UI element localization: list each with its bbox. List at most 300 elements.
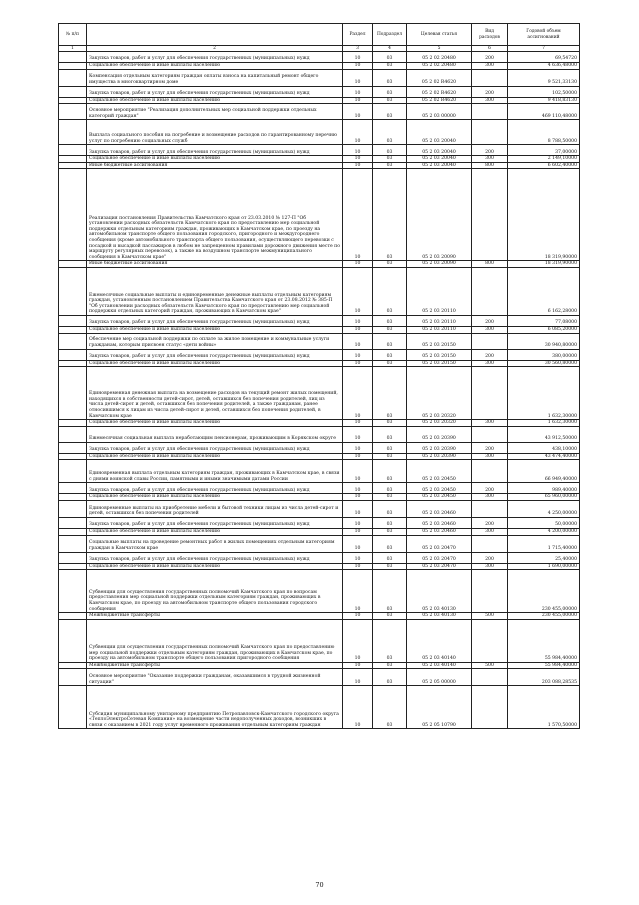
row-razdel-cell: 10 bbox=[343, 97, 373, 104]
row-vr-cell bbox=[472, 619, 508, 662]
table-row bbox=[59, 563, 580, 570]
table-row bbox=[59, 460, 580, 483]
row-razdel-cell: 10 bbox=[343, 145, 373, 156]
row-csr-cell: 05 2 03 20090 bbox=[407, 261, 472, 268]
row-csr-cell: 05 2 03 20040 bbox=[407, 120, 472, 145]
row-razdel-cell: 10 bbox=[343, 669, 373, 686]
row-name-cell: Социальное обеспечение и иные выплаты населению bbox=[87, 453, 343, 460]
row-razdel-cell: 10 bbox=[343, 420, 373, 427]
row-razdel-cell: 10 bbox=[343, 570, 373, 613]
index-cell: 5 bbox=[407, 46, 472, 52]
header-num: № п/п bbox=[59, 24, 87, 46]
row-podrazdel-cell: 03 bbox=[373, 326, 407, 333]
table-row bbox=[59, 494, 580, 501]
row-csr-cell: 05 2 02 20480 bbox=[407, 52, 472, 63]
table-row bbox=[59, 104, 580, 120]
row-sum-cell: 55 984,40000 bbox=[508, 619, 580, 662]
row-razdel-cell: 10 bbox=[343, 63, 373, 70]
row-csr-cell: 05 2 03 20460 bbox=[407, 500, 472, 517]
row-podrazdel-cell: 03 bbox=[373, 97, 407, 104]
budget-table bbox=[58, 23, 580, 729]
table-row bbox=[59, 326, 580, 333]
row-csr-cell: 05 2 03 20450 bbox=[407, 460, 472, 483]
row-vr-cell bbox=[472, 535, 508, 552]
row-csr-cell: 05 2 03 20470 bbox=[407, 563, 472, 570]
row-num-cell bbox=[59, 261, 87, 268]
row-csr-cell: 05 2 03 20040 bbox=[407, 145, 472, 156]
row-name-cell: Социальное обеспечение и иные выплаты населению bbox=[87, 360, 343, 367]
index-cell: 1 bbox=[59, 46, 87, 52]
row-num-cell bbox=[59, 494, 87, 501]
row-sum-cell: 230 455,00000 bbox=[508, 613, 580, 620]
row-csr-cell: 05 2 03 20450 bbox=[407, 483, 472, 494]
row-podrazdel-cell: 03 bbox=[373, 360, 407, 367]
row-podrazdel-cell: 03 bbox=[373, 349, 407, 360]
row-csr-cell: 05 2 03 20450 bbox=[407, 494, 472, 501]
row-sum-cell: 30 560,80000 bbox=[508, 360, 580, 367]
row-sum-cell: 66 949,40000 bbox=[508, 460, 580, 483]
row-vr-cell: 200 bbox=[472, 315, 508, 326]
row-name-cell: Социальное обеспечение и иные выплаты населению bbox=[87, 326, 343, 333]
row-razdel-cell: 10 bbox=[343, 326, 373, 333]
row-razdel-cell: 10 bbox=[343, 460, 373, 483]
row-vr-cell bbox=[472, 104, 508, 120]
row-podrazdel-cell: 03 bbox=[373, 333, 407, 349]
row-csr-cell: 05 2 03 20150 bbox=[407, 349, 472, 360]
row-csr-cell: 05 2 03 20040 bbox=[407, 162, 472, 169]
row-sum-cell: 230 455,00000 bbox=[508, 570, 580, 613]
row-razdel-cell: 10 bbox=[343, 442, 373, 453]
row-sum-cell: 30 940,80000 bbox=[508, 333, 580, 349]
row-csr-cell: 05 2 03 40140 bbox=[407, 619, 472, 662]
row-razdel-cell: 10 bbox=[343, 360, 373, 367]
row-num-cell bbox=[59, 169, 87, 261]
index-cell: 2 bbox=[87, 46, 343, 52]
row-num-cell bbox=[59, 367, 87, 420]
row-sum-cell: 469 110,48000 bbox=[508, 104, 580, 120]
index-cell: 4 bbox=[373, 46, 407, 52]
row-sum-cell: 55 984,40000 bbox=[508, 662, 580, 669]
row-name-cell: Закупка товаров, работ и услуг для обеспечения государственных (муниципальных) нужд bbox=[87, 517, 343, 528]
row-csr-cell: 05 2 03 20320 bbox=[407, 367, 472, 420]
row-sum-cell: 4 636,48000 bbox=[508, 63, 580, 70]
table-row bbox=[59, 426, 580, 442]
row-csr-cell: 05 2 02 R4620 bbox=[407, 97, 472, 104]
row-razdel-cell: 10 bbox=[343, 156, 373, 163]
row-podrazdel-cell: 03 bbox=[373, 517, 407, 528]
row-num-cell bbox=[59, 326, 87, 333]
row-vr-cell: 200 bbox=[472, 552, 508, 563]
row-sum-cell: 438,10000 bbox=[508, 442, 580, 453]
row-num-cell bbox=[59, 333, 87, 349]
row-razdel-cell: 10 bbox=[343, 86, 373, 97]
row-vr-cell bbox=[472, 367, 508, 420]
row-num-cell bbox=[59, 483, 87, 494]
row-podrazdel-cell: 03 bbox=[373, 528, 407, 535]
row-name-cell: Субвенции для осуществления государственных полномочий Камчатского края по вопросам предоставления мер социальной поддержки отдельным категориям граждан, проживающих в Камчатском крае, по проезду на автомобильном транспорте общего пользования городского сообщения bbox=[87, 570, 343, 613]
table-row bbox=[59, 669, 580, 686]
row-razdel-cell: 10 bbox=[343, 52, 373, 63]
row-vr-cell bbox=[472, 333, 508, 349]
table-row bbox=[59, 500, 580, 517]
table-row bbox=[59, 442, 580, 453]
row-razdel-cell: 10 bbox=[343, 483, 373, 494]
row-csr-cell: 05 2 03 20090 bbox=[407, 169, 472, 261]
row-name-cell: Социальное обеспечение и иные выплаты населению bbox=[87, 563, 343, 570]
row-num-cell bbox=[59, 686, 87, 729]
row-vr-cell bbox=[472, 460, 508, 483]
row-name-cell: Единовременная выплата отдельным категориям граждан, проживающих в Камчатском крае, в связи с днями воинской славы России, памятными и иными значимыми датами России bbox=[87, 460, 343, 483]
row-sum-cell: 69,54720 bbox=[508, 52, 580, 63]
table-row bbox=[59, 613, 580, 620]
row-csr-cell: 05 2 03 20150 bbox=[407, 360, 472, 367]
table-row bbox=[59, 267, 580, 315]
row-csr-cell: 05 2 03 00000 bbox=[407, 104, 472, 120]
row-num-cell bbox=[59, 500, 87, 517]
row-num-cell bbox=[59, 442, 87, 453]
row-podrazdel-cell: 03 bbox=[373, 669, 407, 686]
table-row bbox=[59, 662, 580, 669]
row-podrazdel-cell: 03 bbox=[373, 162, 407, 169]
row-razdel-cell: 10 bbox=[343, 528, 373, 535]
row-vr-cell: 300 bbox=[472, 494, 508, 501]
row-sum-cell: 37,00000 bbox=[508, 145, 580, 156]
row-sum-cell: 25,40000 bbox=[508, 552, 580, 563]
row-sum-cell: 65 960,00000 bbox=[508, 494, 580, 501]
row-vr-cell: 200 bbox=[472, 86, 508, 97]
row-vr-cell: 200 bbox=[472, 349, 508, 360]
row-num-cell bbox=[59, 120, 87, 145]
table-row bbox=[59, 619, 580, 662]
row-name-cell: Социальное обеспечение и иные выплаты населению bbox=[87, 97, 343, 104]
row-name-cell: Межбюджетные трансферты bbox=[87, 613, 343, 620]
row-name-cell: Компенсация отдельным категориям граждан оплаты взноса на капитальный ремонт общего имущества в многоквартирном доме bbox=[87, 69, 343, 86]
table-row bbox=[59, 169, 580, 261]
table-row bbox=[59, 552, 580, 563]
row-num-cell bbox=[59, 563, 87, 570]
row-sum-cell: 4 200,00000 bbox=[508, 528, 580, 535]
row-vr-cell: 500 bbox=[472, 613, 508, 620]
page-number: 70 bbox=[315, 881, 324, 889]
row-sum-cell: 4 250,00000 bbox=[508, 500, 580, 517]
row-podrazdel-cell: 03 bbox=[373, 570, 407, 613]
row-csr-cell: 05 2 03 20110 bbox=[407, 315, 472, 326]
index-cell: 7 bbox=[508, 46, 580, 52]
row-num-cell bbox=[59, 669, 87, 686]
row-name-cell: Социальное обеспечение и иные выплаты населению bbox=[87, 528, 343, 535]
header-sum: Годовой объем ассигнований bbox=[508, 24, 580, 46]
row-name-cell: Закупка товаров, работ и услуг для обеспечения государственных (муниципальных) нужд bbox=[87, 442, 343, 453]
row-podrazdel-cell: 03 bbox=[373, 453, 407, 460]
row-podrazdel-cell: 03 bbox=[373, 156, 407, 163]
row-csr-cell: 05 2 03 40130 bbox=[407, 613, 472, 620]
row-vr-cell bbox=[472, 570, 508, 613]
row-name-cell: Закупка товаров, работ и услуг для обеспечения государственных (муниципальных) нужд bbox=[87, 145, 343, 156]
row-num-cell bbox=[59, 145, 87, 156]
row-name-cell: Закупка товаров, работ и услуг для обеспечения государственных (муниципальных) нужд bbox=[87, 86, 343, 97]
row-vr-cell: 300 bbox=[472, 97, 508, 104]
row-num-cell bbox=[59, 426, 87, 442]
row-razdel-cell: 10 bbox=[343, 349, 373, 360]
row-num-cell bbox=[59, 162, 87, 169]
row-razdel-cell: 10 bbox=[343, 552, 373, 563]
row-razdel-cell: 10 bbox=[343, 267, 373, 315]
row-num-cell bbox=[59, 63, 87, 70]
row-sum-cell: 989,40000 bbox=[508, 483, 580, 494]
row-num-cell bbox=[59, 360, 87, 367]
row-razdel-cell: 10 bbox=[343, 169, 373, 261]
row-num-cell bbox=[59, 86, 87, 97]
row-vr-cell bbox=[472, 69, 508, 86]
row-podrazdel-cell: 03 bbox=[373, 145, 407, 156]
row-name-cell: Субвенции для осуществления государственных полномочий Камчатского края по предоставлению мер социальной поддержки отдельным категориям граждан, проживающих в Камчатском крае, по проезду на автомобильном транспорте общего пользования пригородного сообщения bbox=[87, 619, 343, 662]
row-num-cell bbox=[59, 528, 87, 535]
header-csr: Целевая статья bbox=[407, 24, 472, 46]
row-csr-cell: 05 2 03 20390 bbox=[407, 442, 472, 453]
row-vr-cell: 200 bbox=[472, 517, 508, 528]
row-sum-cell: 77,08000 bbox=[508, 315, 580, 326]
row-csr-cell: 05 2 03 20470 bbox=[407, 552, 472, 563]
row-podrazdel-cell: 03 bbox=[373, 63, 407, 70]
row-razdel-cell: 10 bbox=[343, 500, 373, 517]
row-vr-cell bbox=[472, 500, 508, 517]
row-podrazdel-cell: 03 bbox=[373, 367, 407, 420]
row-razdel-cell: 10 bbox=[343, 517, 373, 528]
row-vr-cell bbox=[472, 267, 508, 315]
row-csr-cell: 05 2 05 00000 bbox=[407, 669, 472, 686]
row-vr-cell: 500 bbox=[472, 662, 508, 669]
row-razdel-cell: 10 bbox=[343, 662, 373, 669]
row-num-cell bbox=[59, 552, 87, 563]
row-csr-cell: 05 2 05 10790 bbox=[407, 686, 472, 729]
row-vr-cell: 200 bbox=[472, 145, 508, 156]
table-row bbox=[59, 52, 580, 63]
table-row bbox=[59, 69, 580, 86]
row-podrazdel-cell: 03 bbox=[373, 120, 407, 145]
table-row bbox=[59, 145, 580, 156]
row-sum-cell: 1 632,30000 bbox=[508, 367, 580, 420]
row-razdel-cell: 10 bbox=[343, 613, 373, 620]
row-podrazdel-cell: 03 bbox=[373, 86, 407, 97]
row-podrazdel-cell: 03 bbox=[373, 420, 407, 427]
row-name-cell: Иные бюджетные ассигнования bbox=[87, 261, 343, 268]
row-sum-cell: 6 602,40000 bbox=[508, 162, 580, 169]
row-podrazdel-cell: 03 bbox=[373, 535, 407, 552]
row-razdel-cell: 10 bbox=[343, 426, 373, 442]
row-razdel-cell: 10 bbox=[343, 333, 373, 349]
row-vr-cell: 200 bbox=[472, 483, 508, 494]
table-row bbox=[59, 156, 580, 163]
row-csr-cell: 05 2 03 20470 bbox=[407, 535, 472, 552]
row-num-cell bbox=[59, 570, 87, 613]
row-vr-cell bbox=[472, 120, 508, 145]
row-podrazdel-cell: 03 bbox=[373, 261, 407, 268]
row-podrazdel-cell: 03 bbox=[373, 69, 407, 86]
row-num-cell bbox=[59, 349, 87, 360]
row-podrazdel-cell: 03 bbox=[373, 613, 407, 620]
row-name-cell: Социальное обеспечение и иные выплаты населению bbox=[87, 420, 343, 427]
row-vr-cell: 300 bbox=[472, 563, 508, 570]
row-num-cell bbox=[59, 619, 87, 662]
header-name bbox=[87, 24, 343, 46]
row-razdel-cell: 10 bbox=[343, 69, 373, 86]
row-podrazdel-cell: 03 bbox=[373, 442, 407, 453]
table-header-row bbox=[59, 24, 580, 46]
row-podrazdel-cell: 03 bbox=[373, 315, 407, 326]
row-sum-cell: 1 570,50000 bbox=[508, 686, 580, 729]
row-num-cell bbox=[59, 267, 87, 315]
row-vr-cell: 300 bbox=[472, 326, 508, 333]
row-sum-cell: 2 149,10000 bbox=[508, 156, 580, 163]
table-row bbox=[59, 528, 580, 535]
row-csr-cell: 05 2 03 20320 bbox=[407, 420, 472, 427]
row-podrazdel-cell: 03 bbox=[373, 267, 407, 315]
row-csr-cell: 05 2 03 20040 bbox=[407, 156, 472, 163]
table-row bbox=[59, 86, 580, 97]
table-row bbox=[59, 162, 580, 169]
row-vr-cell: 300 bbox=[472, 528, 508, 535]
table-row bbox=[59, 120, 580, 145]
row-name-cell: Иные бюджетные ассигнования bbox=[87, 162, 343, 169]
row-csr-cell: 05 2 03 20460 bbox=[407, 517, 472, 528]
row-razdel-cell: 10 bbox=[343, 619, 373, 662]
row-sum-cell: 380,00000 bbox=[508, 349, 580, 360]
row-vr-cell bbox=[472, 686, 508, 729]
row-sum-cell: 1 632,30000 bbox=[508, 420, 580, 427]
row-name-cell: Основное мероприятие "Реализация дополнительных мер социальной поддержки отдельных категорий граждан" bbox=[87, 104, 343, 120]
row-podrazdel-cell: 03 bbox=[373, 426, 407, 442]
row-sum-cell: 102,50000 bbox=[508, 86, 580, 97]
row-name-cell: Субсидия муниципальному унитарному предприятию Петропавловск-Камчатского городского округа «ТеплоЭлектроСетевая Компания» на возмещение части недополученных доходов, возникших в связи с оказанием в 2021 году услуг временного проживания отдельным категориям граждан bbox=[87, 686, 343, 729]
row-name-cell: Межбюджетные трансферты bbox=[87, 662, 343, 669]
row-vr-cell: 200 bbox=[472, 52, 508, 63]
table-body bbox=[59, 52, 580, 729]
row-sum-cell: 203 088,28535 bbox=[508, 669, 580, 686]
row-num-cell bbox=[59, 104, 87, 120]
table-row bbox=[59, 686, 580, 729]
row-sum-cell: 8 788,50000 bbox=[508, 120, 580, 145]
row-vr-cell bbox=[472, 669, 508, 686]
row-vr-cell: 300 bbox=[472, 360, 508, 367]
row-name-cell: Закупка товаров, работ и услуг для обеспечения государственных (муниципальных) нужд bbox=[87, 483, 343, 494]
row-num-cell bbox=[59, 69, 87, 86]
row-sum-cell: 1 690,00000 bbox=[508, 563, 580, 570]
row-name-cell: Единовременные выплаты на приобретение мебели и бытовой техники лицам из числа детей-сирот и детей, оставшихся без попечения родителей bbox=[87, 500, 343, 517]
row-name-cell: Закупка товаров, работ и услуг для обеспечения государственных (муниципальных) нужд bbox=[87, 52, 343, 63]
row-podrazdel-cell: 03 bbox=[373, 52, 407, 63]
row-sum-cell: 43 912,50000 bbox=[508, 426, 580, 442]
index-cell: 3 bbox=[343, 46, 373, 52]
row-podrazdel-cell: 03 bbox=[373, 494, 407, 501]
row-vr-cell: 800 bbox=[472, 261, 508, 268]
row-name-cell: Закупка товаров, работ и услуг для обеспечения государственных (муниципальных) нужд bbox=[87, 552, 343, 563]
row-razdel-cell: 10 bbox=[343, 563, 373, 570]
row-razdel-cell: 10 bbox=[343, 162, 373, 169]
row-razdel-cell: 10 bbox=[343, 453, 373, 460]
row-podrazdel-cell: 03 bbox=[373, 483, 407, 494]
row-csr-cell: 05 2 02 R4620 bbox=[407, 86, 472, 97]
row-name-cell: Ежемесячные социальные выплаты и единовременные денежные выплаты отдельным категориям граждан, установленным постановлением Правительства Камчатского края от 23.08.2012 № 385-П "Об установлении расходных обязательств Камчатского края по предоставлению мер социальной поддержки отдельных категорий граждан, проживающих в Камчатском крае" bbox=[87, 267, 343, 315]
table-row bbox=[59, 97, 580, 104]
row-name-cell: Закупка товаров, работ и услуг для обеспечения государственных (муниципальных) нужд bbox=[87, 315, 343, 326]
row-name-cell: Ежемесячная социальная выплата неработающим пенсионерам, проживающим в Корякском округе bbox=[87, 426, 343, 442]
row-num-cell bbox=[59, 460, 87, 483]
table-row bbox=[59, 63, 580, 70]
row-num-cell bbox=[59, 97, 87, 104]
row-num-cell bbox=[59, 52, 87, 63]
row-sum-cell: 6 085,20000 bbox=[508, 326, 580, 333]
row-csr-cell: 05 2 03 20390 bbox=[407, 426, 472, 442]
table-row bbox=[59, 360, 580, 367]
table-row bbox=[59, 367, 580, 420]
row-podrazdel-cell: 03 bbox=[373, 500, 407, 517]
row-vr-cell: 300 bbox=[472, 156, 508, 163]
row-vr-cell: 800 bbox=[472, 162, 508, 169]
table-row bbox=[59, 483, 580, 494]
table-row bbox=[59, 570, 580, 613]
header-vr: Вид расходов bbox=[472, 24, 508, 46]
row-podrazdel-cell: 03 bbox=[373, 104, 407, 120]
table-row bbox=[59, 453, 580, 460]
row-sum-cell: 18 319,90000 bbox=[508, 261, 580, 268]
row-num-cell bbox=[59, 315, 87, 326]
row-name-cell: Социальные выплаты на проведение ремонтных работ в жилых помещениях отдельным категориям граждан в Камчатском крае bbox=[87, 535, 343, 552]
row-csr-cell: 05 2 02 20480 bbox=[407, 63, 472, 70]
row-sum-cell: 1 715,40000 bbox=[508, 535, 580, 552]
row-razdel-cell: 10 bbox=[343, 261, 373, 268]
row-csr-cell: 05 2 03 40140 bbox=[407, 662, 472, 669]
row-vr-cell: 200 bbox=[472, 442, 508, 453]
row-podrazdel-cell: 03 bbox=[373, 552, 407, 563]
row-name-cell: Реализация постановления Правительства Камчатского края от 23.03.2010 № 127-П "Об установлении расходных обязательств Камчатского края по предоставлению мер социальной поддержки отдельным категориям граждан, проживающих в Камчатском крае, по проезду на автомобильном транспорте общего пользования городского, пригородного и междугороднего сообщения (кроме автомобильного транспорта общего пользования, осуществляющего перевозки с посадкой и высадкой пассажиров в любом не запрещенном правилами дорожного движения месте по маршруту регулярных перевозок), а также на воздушном транспорте межмуниципального сообщения в Камчатском крае" bbox=[87, 169, 343, 261]
row-sum-cell: 43 474,40000 bbox=[508, 453, 580, 460]
row-num-cell bbox=[59, 535, 87, 552]
row-podrazdel-cell: 03 bbox=[373, 460, 407, 483]
table-row bbox=[59, 261, 580, 268]
row-podrazdel-cell: 03 bbox=[373, 619, 407, 662]
header-razdel: Раздел bbox=[343, 24, 373, 46]
row-csr-cell: 05 2 03 20460 bbox=[407, 528, 472, 535]
table-row bbox=[59, 349, 580, 360]
row-sum-cell: 9 521,33130 bbox=[508, 69, 580, 86]
row-name-cell: Обеспечение мер социальной поддержки по оплате за жилое помещение и коммунальные услуги гражданам, которым присвоен статус «дети войны» bbox=[87, 333, 343, 349]
row-num-cell bbox=[59, 453, 87, 460]
row-podrazdel-cell: 03 bbox=[373, 686, 407, 729]
row-podrazdel-cell: 03 bbox=[373, 169, 407, 261]
row-name-cell: Выплата социального пособия на погребение и возмещение расходов по гарантированному перечню услуг по погребению социальных служб bbox=[87, 120, 343, 145]
row-name-cell: Социальное обеспечение и иные выплаты населению bbox=[87, 63, 343, 70]
row-sum-cell: 9 418,83130 bbox=[508, 97, 580, 104]
row-razdel-cell: 10 bbox=[343, 686, 373, 729]
row-vr-cell: 300 bbox=[472, 453, 508, 460]
row-vr-cell bbox=[472, 169, 508, 261]
row-num-cell bbox=[59, 420, 87, 427]
row-razdel-cell: 10 bbox=[343, 120, 373, 145]
header-podrazdel: Подраздел bbox=[373, 24, 407, 46]
row-num-cell bbox=[59, 613, 87, 620]
row-razdel-cell: 10 bbox=[343, 494, 373, 501]
row-csr-cell: 05 2 03 20150 bbox=[407, 333, 472, 349]
row-sum-cell: 18 319,90000 bbox=[508, 169, 580, 261]
row-name-cell: Социальное обеспечение и иные выплаты населению bbox=[87, 156, 343, 163]
row-csr-cell: 05 2 02 R4620 bbox=[407, 69, 472, 86]
row-name-cell: Единовременная денежная выплата на возмещение расходов на текущий ремонт жилых помещений, находящихся в собственности детей-сирот, детей, оставшихся без попечения родителей, лиц из числа детей-сирот и детей, оставшихся без попечения родителей, а также гражданам, ранее относившимся к лицам из числа детей-сирот и детей, оставшихся без попечения родителей, в Камчатском крае bbox=[87, 367, 343, 420]
row-razdel-cell: 10 bbox=[343, 104, 373, 120]
row-name-cell: Социальное обеспечение и иные выплаты населению bbox=[87, 494, 343, 501]
row-num-cell bbox=[59, 517, 87, 528]
row-csr-cell: 05 2 03 20110 bbox=[407, 267, 472, 315]
table-row bbox=[59, 420, 580, 427]
